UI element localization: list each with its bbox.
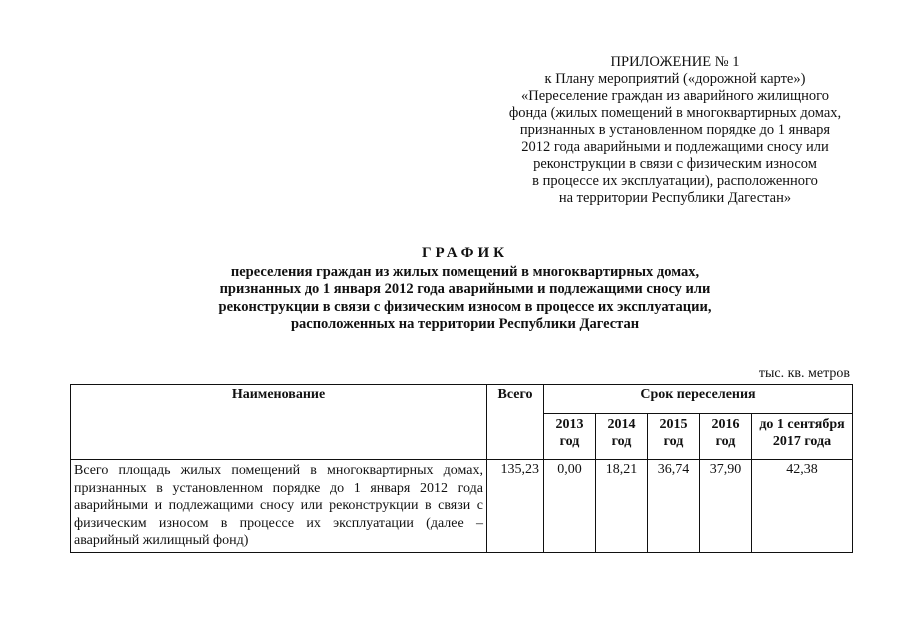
row-value: 36,74 <box>648 460 700 553</box>
appendix-line: фонда (жилых помещений в многоквартирных домах, <box>508 105 842 121</box>
schedule-table <box>70 384 853 553</box>
heading-line: признанных до 1 января 2012 года аварийными и подлежащими сносу или <box>219 281 711 297</box>
appendix-line: признанных в установленном порядке до 1 января <box>519 122 831 138</box>
appendix-line: к Плану мероприятий («дорожной карте») <box>544 71 806 87</box>
row-value: 42,38 <box>752 460 853 553</box>
row-name: Всего площадь жилых помещений в многоквартирных домах, признанных в установленном порядке до 1 января 2012 года аварийными и подлежащими сносу или реконструкции в связи с физическим износом в процессе их эксплуатации (далее – аварийный жилищный фонд) <box>71 460 487 553</box>
appendix-line: «Переселение граждан из аварийного жилищного <box>520 88 830 104</box>
row-value: 37,90 <box>700 460 752 553</box>
row-total: 135,23 <box>487 460 544 553</box>
appendix-line: 2012 года аварийными и подлежащими сносу или <box>521 139 829 155</box>
appendix-title: ПРИЛОЖЕНИЕ № 1 <box>610 54 740 70</box>
row-value: 0,00 <box>544 460 596 553</box>
heading-line: расположенных на территории Республики Дагестан <box>290 316 640 332</box>
table-header-row <box>71 385 853 414</box>
header-year: 2014 год <box>596 414 648 460</box>
units-label: тыс. кв. метров <box>758 366 850 381</box>
row-value: 18,21 <box>596 460 648 553</box>
appendix-line: в процессе их эксплуатации), расположенного <box>532 173 818 189</box>
document-title: ГРАФИК <box>421 245 509 261</box>
heading-line: переселения граждан из жилых помещений в многоквартирных домах, <box>230 263 700 280</box>
header-year: 2013 год <box>544 414 596 460</box>
header-resettlement-period: Срок переселения <box>544 385 853 414</box>
header-year: до 1 сентября 2017 года <box>752 414 853 460</box>
heading-line: реконструкции в связи с физическим износом в процессе их эксплуатации, <box>218 298 712 315</box>
header-year: 2015 год <box>648 414 700 460</box>
header-year: 2016 год <box>700 414 752 460</box>
appendix-line: реконструкции в связи с физическим износом <box>533 156 817 172</box>
table-row <box>71 460 853 553</box>
header-total: Всего <box>487 385 544 460</box>
appendix-block <box>490 54 860 207</box>
appendix-line: на территории Республики Дагестан» <box>558 190 792 206</box>
document-heading <box>130 245 800 334</box>
header-name: Наименование <box>71 385 487 460</box>
